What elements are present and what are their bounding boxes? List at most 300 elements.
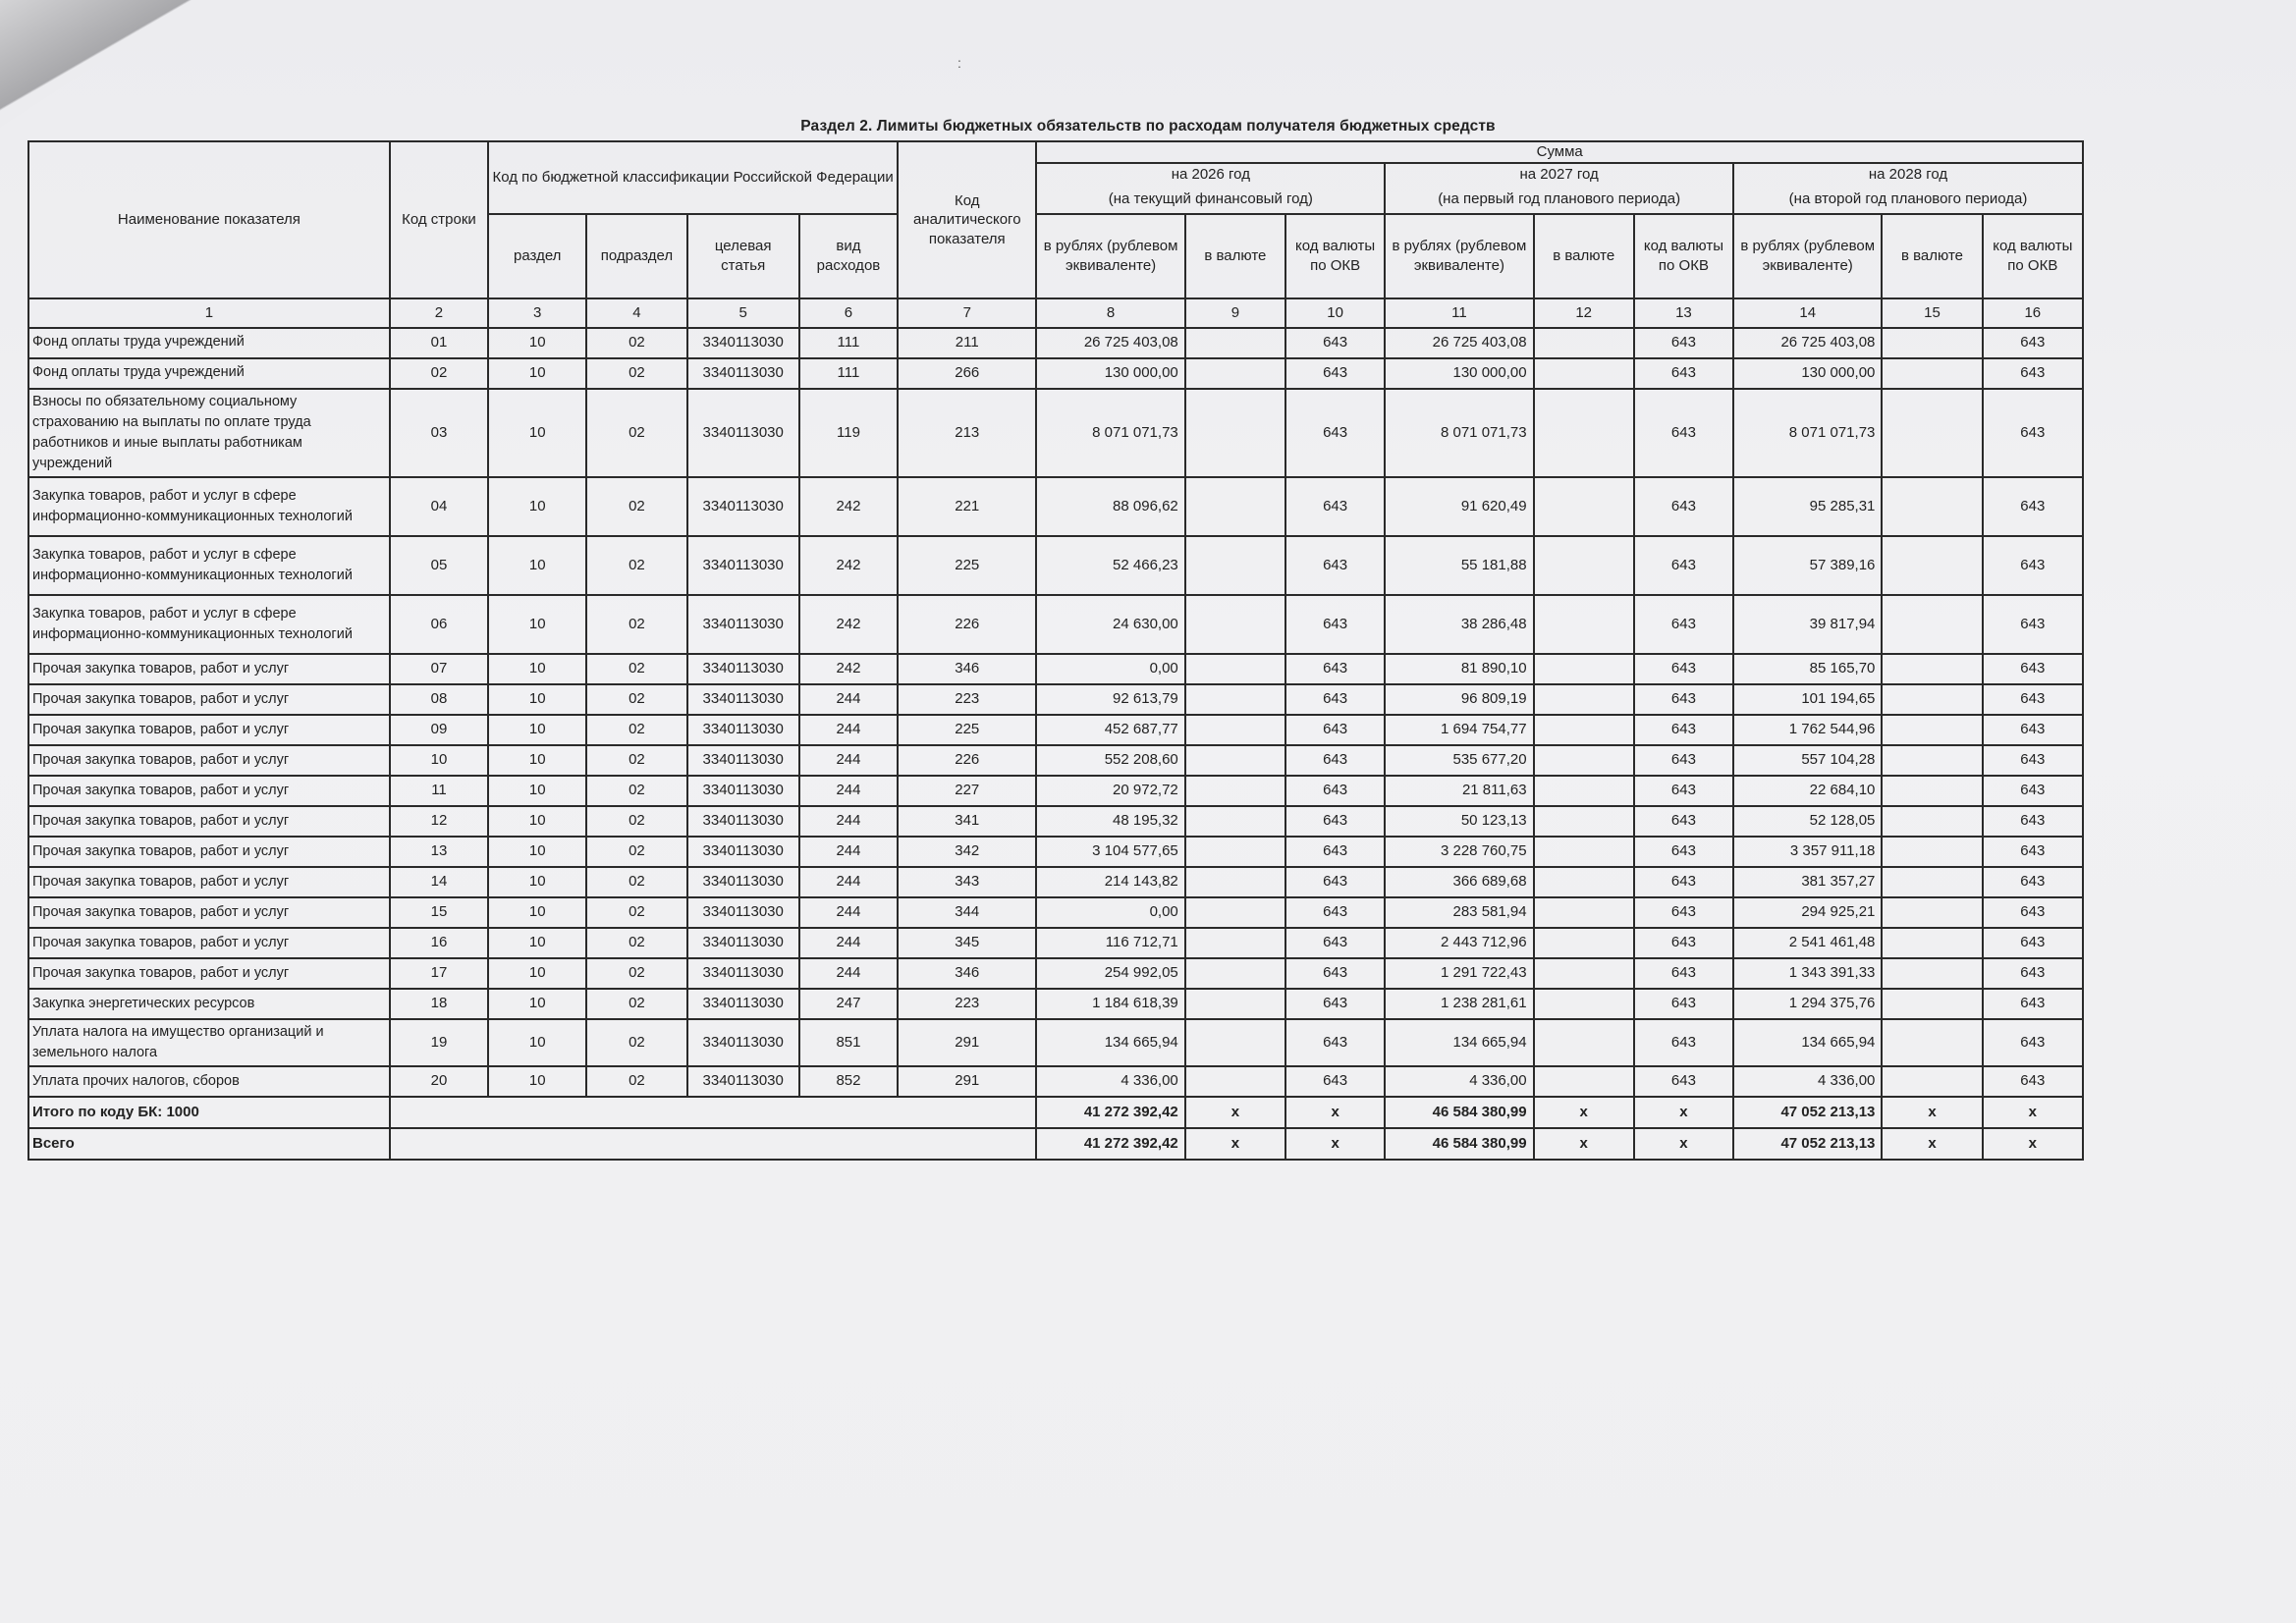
row-analytic-code: 343 — [898, 867, 1036, 897]
row-amount-2028: 294 925,21 — [1733, 897, 1882, 928]
budget-limits-table — [27, 140, 2084, 1161]
table-row — [28, 989, 2083, 1019]
row-analytic-code: 344 — [898, 897, 1036, 928]
row-target-article: 3340113030 — [687, 745, 799, 776]
row-amount-2026: 48 195,32 — [1036, 806, 1184, 837]
header-currency-2026: в валюте — [1185, 214, 1285, 298]
row-okv-2026: 643 — [1285, 928, 1385, 958]
row-name: Прочая закупка товаров, работ и услуг — [28, 684, 390, 715]
row-line-code: 07 — [390, 654, 488, 684]
column-number-cell: 10 — [1285, 298, 1385, 328]
row-analytic-code: 223 — [898, 684, 1036, 715]
row-currency-2027 — [1534, 328, 1634, 358]
row-amount-2028: 1 762 544,96 — [1733, 715, 1882, 745]
row-target-article: 3340113030 — [687, 867, 799, 897]
row-target-article: 3340113030 — [687, 477, 799, 536]
row-currency-2027 — [1534, 1066, 1634, 1097]
row-razdel: 10 — [488, 1019, 586, 1066]
row-razdel: 10 — [488, 389, 586, 477]
column-number-cell: 1 — [28, 298, 390, 328]
header-line-code: Код строки — [390, 141, 488, 298]
row-analytic-code: 226 — [898, 595, 1036, 654]
row-amount-2027: 81 890,10 — [1385, 654, 1533, 684]
column-number-cell: 15 — [1882, 298, 1982, 328]
header-okv-2026: код валюты по ОКВ — [1285, 214, 1385, 298]
row-amount-2026: 254 992,05 — [1036, 958, 1184, 989]
row-amount-2027: 50 123,13 — [1385, 806, 1533, 837]
row-amount-2027: 21 811,63 — [1385, 776, 1533, 806]
row-line-code: 05 — [390, 536, 488, 595]
row-currency-2028 — [1882, 654, 1982, 684]
row-name: Фонд оплаты труда учреждений — [28, 328, 390, 358]
header-razdel: раздел — [488, 214, 586, 298]
row-okv-2027: 643 — [1634, 867, 1733, 897]
row-analytic-code: 342 — [898, 837, 1036, 867]
row-currency-2026 — [1185, 477, 1285, 536]
header-podrazdel: подраздел — [586, 214, 686, 298]
row-amount-2026: 3 104 577,65 — [1036, 837, 1184, 867]
row-line-code: 06 — [390, 595, 488, 654]
row-line-code: 20 — [390, 1066, 488, 1097]
row-expense-type: 244 — [799, 867, 898, 897]
row-currency-2028 — [1882, 867, 1982, 897]
row-target-article: 3340113030 — [687, 684, 799, 715]
row-amount-2027: 91 620,49 — [1385, 477, 1533, 536]
row-currency-2028 — [1882, 1019, 1982, 1066]
row-currency-2026 — [1185, 989, 1285, 1019]
row-currency-2027 — [1534, 715, 1634, 745]
row-podrazdel: 02 — [586, 477, 686, 536]
row-amount-2027: 38 286,48 — [1385, 595, 1533, 654]
row-okv-2026: 643 — [1285, 806, 1385, 837]
row-currency-2026 — [1185, 928, 1285, 958]
row-podrazdel: 02 — [586, 745, 686, 776]
table-row — [28, 928, 2083, 958]
row-currency-2026 — [1185, 654, 1285, 684]
row-amount-2027: 1 291 722,43 — [1385, 958, 1533, 989]
row-line-code: 01 — [390, 328, 488, 358]
row-expense-type: 244 — [799, 776, 898, 806]
totals-row — [28, 1097, 2083, 1128]
row-currency-2028 — [1882, 897, 1982, 928]
row-expense-type: 244 — [799, 806, 898, 837]
table-row — [28, 358, 2083, 389]
row-amount-2026: 92 613,79 — [1036, 684, 1184, 715]
row-name: Уплата прочих налогов, сборов — [28, 1066, 390, 1097]
row-okv-2028: 643 — [1983, 837, 2083, 867]
row-amount-2027: 130 000,00 — [1385, 358, 1533, 389]
table-row — [28, 837, 2083, 867]
row-expense-type: 242 — [799, 477, 898, 536]
row-target-article: 3340113030 — [687, 654, 799, 684]
row-target-article: 3340113030 — [687, 989, 799, 1019]
totals-okv-2028: x — [1983, 1097, 2083, 1128]
row-expense-type: 244 — [799, 928, 898, 958]
row-podrazdel: 02 — [586, 715, 686, 745]
row-okv-2027: 643 — [1634, 745, 1733, 776]
row-okv-2026: 643 — [1285, 958, 1385, 989]
table-row — [28, 958, 2083, 989]
row-target-article: 3340113030 — [687, 715, 799, 745]
row-okv-2027: 643 — [1634, 328, 1733, 358]
row-razdel: 10 — [488, 595, 586, 654]
row-razdel: 10 — [488, 745, 586, 776]
row-amount-2026: 0,00 — [1036, 654, 1184, 684]
row-name: Прочая закупка товаров, работ и услуг — [28, 897, 390, 928]
row-name: Уплата налога на имущество организаций и земельного налога — [28, 1019, 390, 1066]
row-line-code: 08 — [390, 684, 488, 715]
row-razdel: 10 — [488, 897, 586, 928]
row-expense-type: 111 — [799, 328, 898, 358]
row-okv-2026: 643 — [1285, 536, 1385, 595]
column-number-cell: 12 — [1534, 298, 1634, 328]
row-currency-2026 — [1185, 837, 1285, 867]
row-amount-2028: 101 194,65 — [1733, 684, 1882, 715]
row-podrazdel: 02 — [586, 776, 686, 806]
row-podrazdel: 02 — [586, 958, 686, 989]
row-amount-2028: 2 541 461,48 — [1733, 928, 1882, 958]
totals-blank-cell — [390, 1128, 1037, 1160]
row-razdel: 10 — [488, 867, 586, 897]
totals-okv-2026: x — [1285, 1097, 1385, 1128]
row-okv-2027: 643 — [1634, 806, 1733, 837]
row-amount-2028: 381 357,27 — [1733, 867, 1882, 897]
row-razdel: 10 — [488, 477, 586, 536]
row-currency-2028 — [1882, 958, 1982, 989]
row-currency-2027 — [1534, 745, 1634, 776]
row-razdel: 10 — [488, 958, 586, 989]
row-amount-2028: 3 357 911,18 — [1733, 837, 1882, 867]
row-okv-2026: 643 — [1285, 389, 1385, 477]
row-okv-2028: 643 — [1983, 358, 2083, 389]
row-expense-type: 111 — [799, 358, 898, 389]
header-period-2027: (на первый год планового периода) — [1385, 186, 1733, 214]
row-amount-2026: 4 336,00 — [1036, 1066, 1184, 1097]
row-currency-2028 — [1882, 684, 1982, 715]
header-okv-2028: код валюты по ОКВ — [1983, 214, 2083, 298]
row-currency-2027 — [1534, 958, 1634, 989]
row-analytic-code: 345 — [898, 928, 1036, 958]
row-currency-2027 — [1534, 867, 1634, 897]
row-amount-2027: 535 677,20 — [1385, 745, 1533, 776]
row-line-code: 02 — [390, 358, 488, 389]
row-podrazdel: 02 — [586, 989, 686, 1019]
row-analytic-code: 346 — [898, 654, 1036, 684]
row-line-code: 11 — [390, 776, 488, 806]
row-okv-2028: 643 — [1983, 477, 2083, 536]
row-currency-2028 — [1882, 715, 1982, 745]
row-analytic-code: 225 — [898, 536, 1036, 595]
table-row — [28, 389, 2083, 477]
header-analytic: Код аналитического показателя — [898, 141, 1036, 298]
row-currency-2026 — [1185, 1019, 1285, 1066]
row-okv-2026: 643 — [1285, 745, 1385, 776]
row-podrazdel: 02 — [586, 897, 686, 928]
row-line-code: 16 — [390, 928, 488, 958]
row-target-article: 3340113030 — [687, 389, 799, 477]
row-okv-2028: 643 — [1983, 715, 2083, 745]
row-amount-2026: 552 208,60 — [1036, 745, 1184, 776]
row-razdel: 10 — [488, 989, 586, 1019]
row-line-code: 15 — [390, 897, 488, 928]
header-year-2027: на 2027 год — [1385, 163, 1733, 186]
row-currency-2026 — [1185, 389, 1285, 477]
row-amount-2026: 134 665,94 — [1036, 1019, 1184, 1066]
row-okv-2028: 643 — [1983, 684, 2083, 715]
row-amount-2027: 1 238 281,61 — [1385, 989, 1533, 1019]
row-analytic-code: 266 — [898, 358, 1036, 389]
row-currency-2027 — [1534, 536, 1634, 595]
row-amount-2028: 85 165,70 — [1733, 654, 1882, 684]
row-okv-2026: 643 — [1285, 654, 1385, 684]
row-amount-2026: 452 687,77 — [1036, 715, 1184, 745]
row-currency-2026 — [1185, 536, 1285, 595]
row-razdel: 10 — [488, 837, 586, 867]
table-row — [28, 776, 2083, 806]
row-currency-2028 — [1882, 595, 1982, 654]
row-line-code: 03 — [390, 389, 488, 477]
row-currency-2027 — [1534, 389, 1634, 477]
row-okv-2028: 643 — [1983, 1019, 2083, 1066]
table-row — [28, 595, 2083, 654]
row-expense-type: 244 — [799, 897, 898, 928]
row-podrazdel: 02 — [586, 1066, 686, 1097]
row-amount-2027: 26 725 403,08 — [1385, 328, 1533, 358]
row-okv-2028: 643 — [1983, 1066, 2083, 1097]
row-currency-2027 — [1534, 897, 1634, 928]
row-currency-2026 — [1185, 715, 1285, 745]
row-name: Прочая закупка товаров, работ и услуг — [28, 745, 390, 776]
row-currency-2026 — [1185, 328, 1285, 358]
row-okv-2026: 643 — [1285, 358, 1385, 389]
table-row — [28, 477, 2083, 536]
header-summa: Сумма — [1036, 141, 2083, 163]
row-razdel: 10 — [488, 776, 586, 806]
totals-blank-cell — [390, 1097, 1037, 1128]
row-analytic-code: 346 — [898, 958, 1036, 989]
row-expense-type: 244 — [799, 958, 898, 989]
row-target-article: 3340113030 — [687, 536, 799, 595]
header-okv-2027: код валюты по ОКВ — [1634, 214, 1733, 298]
row-razdel: 10 — [488, 928, 586, 958]
row-razdel: 10 — [488, 358, 586, 389]
row-analytic-code: 291 — [898, 1066, 1036, 1097]
table-row — [28, 1019, 2083, 1066]
row-name: Закупка энергетических ресурсов — [28, 989, 390, 1019]
row-okv-2026: 643 — [1285, 1019, 1385, 1066]
column-number-cell: 14 — [1733, 298, 1882, 328]
row-name: Фонд оплаты труда учреждений — [28, 358, 390, 389]
row-line-code: 17 — [390, 958, 488, 989]
row-expense-type: 247 — [799, 989, 898, 1019]
table-row — [28, 328, 2083, 358]
row-expense-type: 244 — [799, 837, 898, 867]
row-amount-2026: 88 096,62 — [1036, 477, 1184, 536]
row-okv-2027: 643 — [1634, 989, 1733, 1019]
row-okv-2026: 643 — [1285, 684, 1385, 715]
row-currency-2028 — [1882, 989, 1982, 1019]
row-amount-2027: 3 228 760,75 — [1385, 837, 1533, 867]
row-analytic-code: 341 — [898, 806, 1036, 837]
row-currency-2027 — [1534, 684, 1634, 715]
row-amount-2028: 52 128,05 — [1733, 806, 1882, 837]
column-numbers-row — [28, 298, 2083, 328]
row-expense-type: 242 — [799, 595, 898, 654]
row-okv-2028: 643 — [1983, 595, 2083, 654]
row-amount-2028: 39 817,94 — [1733, 595, 1882, 654]
row-amount-2028: 22 684,10 — [1733, 776, 1882, 806]
row-line-code: 04 — [390, 477, 488, 536]
header-period-2026: (на текущий финансовый год) — [1036, 186, 1385, 214]
row-analytic-code: 226 — [898, 745, 1036, 776]
row-name: Закупка товаров, работ и услуг в сфере информационно-коммуникационных технологий — [28, 595, 390, 654]
row-amount-2028: 134 665,94 — [1733, 1019, 1882, 1066]
row-expense-type: 242 — [799, 536, 898, 595]
column-number-cell: 5 — [687, 298, 799, 328]
row-okv-2027: 643 — [1634, 776, 1733, 806]
row-amount-2026: 214 143,82 — [1036, 867, 1184, 897]
row-podrazdel: 02 — [586, 595, 686, 654]
row-okv-2026: 643 — [1285, 328, 1385, 358]
row-target-article: 3340113030 — [687, 1066, 799, 1097]
column-number-cell: 16 — [1983, 298, 2083, 328]
row-podrazdel: 02 — [586, 806, 686, 837]
row-expense-type: 119 — [799, 389, 898, 477]
row-okv-2027: 643 — [1634, 1066, 1733, 1097]
row-okv-2028: 643 — [1983, 745, 2083, 776]
row-okv-2028: 643 — [1983, 897, 2083, 928]
totals-amount-2026: 41 272 392,42 — [1036, 1097, 1184, 1128]
row-okv-2027: 643 — [1634, 389, 1733, 477]
row-podrazdel: 02 — [586, 654, 686, 684]
row-name: Прочая закупка товаров, работ и услуг — [28, 654, 390, 684]
row-line-code: 10 — [390, 745, 488, 776]
row-currency-2026 — [1185, 806, 1285, 837]
totals-label: Всего — [28, 1128, 390, 1160]
header-name: Наименование показателя — [28, 141, 390, 298]
row-amount-2026: 116 712,71 — [1036, 928, 1184, 958]
row-expense-type: 244 — [799, 715, 898, 745]
row-amount-2027: 1 694 754,77 — [1385, 715, 1533, 745]
row-target-article: 3340113030 — [687, 595, 799, 654]
row-currency-2028 — [1882, 928, 1982, 958]
row-currency-2028 — [1882, 358, 1982, 389]
row-amount-2027: 134 665,94 — [1385, 1019, 1533, 1066]
table-row — [28, 745, 2083, 776]
row-okv-2026: 643 — [1285, 595, 1385, 654]
row-name: Закупка товаров, работ и услуг в сфере информационно-коммуникационных технологий — [28, 477, 390, 536]
column-number-cell: 8 — [1036, 298, 1184, 328]
row-amount-2026: 0,00 — [1036, 897, 1184, 928]
totals-currency-2028: x — [1882, 1097, 1982, 1128]
row-okv-2027: 643 — [1634, 358, 1733, 389]
row-podrazdel: 02 — [586, 536, 686, 595]
column-number-cell: 6 — [799, 298, 898, 328]
row-expense-type: 244 — [799, 684, 898, 715]
totals-currency-2027: x — [1534, 1097, 1634, 1128]
totals-amount-2026: 41 272 392,42 — [1036, 1128, 1184, 1160]
row-name: Закупка товаров, работ и услуг в сфере информационно-коммуникационных технологий — [28, 536, 390, 595]
row-okv-2028: 643 — [1983, 958, 2083, 989]
row-currency-2027 — [1534, 477, 1634, 536]
row-amount-2026: 52 466,23 — [1036, 536, 1184, 595]
row-amount-2028: 95 285,31 — [1733, 477, 1882, 536]
row-currency-2028 — [1882, 837, 1982, 867]
row-target-article: 3340113030 — [687, 328, 799, 358]
column-number-cell: 7 — [898, 298, 1036, 328]
row-podrazdel: 02 — [586, 1019, 686, 1066]
row-amount-2028: 8 071 071,73 — [1733, 389, 1882, 477]
row-target-article: 3340113030 — [687, 806, 799, 837]
row-amount-2027: 2 443 712,96 — [1385, 928, 1533, 958]
row-line-code: 19 — [390, 1019, 488, 1066]
row-currency-2027 — [1534, 358, 1634, 389]
row-target-article: 3340113030 — [687, 776, 799, 806]
row-amount-2028: 57 389,16 — [1733, 536, 1882, 595]
header-currency-2027: в валюте — [1534, 214, 1634, 298]
row-currency-2027 — [1534, 776, 1634, 806]
table-row — [28, 806, 2083, 837]
row-expense-type: 851 — [799, 1019, 898, 1066]
row-okv-2026: 643 — [1285, 897, 1385, 928]
header-period-2028: (на второй год планового периода) — [1733, 186, 2083, 214]
row-okv-2026: 643 — [1285, 867, 1385, 897]
row-analytic-code: 211 — [898, 328, 1036, 358]
row-target-article: 3340113030 — [687, 1019, 799, 1066]
row-okv-2028: 643 — [1983, 654, 2083, 684]
table-row — [28, 684, 2083, 715]
row-currency-2026 — [1185, 595, 1285, 654]
row-okv-2027: 643 — [1634, 928, 1733, 958]
row-currency-2028 — [1882, 806, 1982, 837]
row-okv-2027: 643 — [1634, 715, 1733, 745]
column-number-cell: 2 — [390, 298, 488, 328]
row-currency-2026 — [1185, 684, 1285, 715]
row-okv-2026: 643 — [1285, 776, 1385, 806]
row-target-article: 3340113030 — [687, 358, 799, 389]
row-currency-2027 — [1534, 837, 1634, 867]
row-razdel: 10 — [488, 1066, 586, 1097]
totals-okv-2026: x — [1285, 1128, 1385, 1160]
totals-currency-2028: x — [1882, 1128, 1982, 1160]
row-okv-2028: 643 — [1983, 328, 2083, 358]
row-name: Прочая закупка товаров, работ и услуг — [28, 928, 390, 958]
table-totals — [28, 1097, 2083, 1160]
row-name: Прочая закупка товаров, работ и услуг — [28, 958, 390, 989]
row-currency-2028 — [1882, 536, 1982, 595]
row-okv-2028: 643 — [1983, 776, 2083, 806]
totals-row — [28, 1128, 2083, 1160]
column-number-cell: 4 — [586, 298, 686, 328]
row-expense-type: 242 — [799, 654, 898, 684]
totals-currency-2026: x — [1185, 1128, 1285, 1160]
row-podrazdel: 02 — [586, 837, 686, 867]
row-expense-type: 852 — [799, 1066, 898, 1097]
row-currency-2028 — [1882, 389, 1982, 477]
row-expense-type: 244 — [799, 745, 898, 776]
row-analytic-code: 223 — [898, 989, 1036, 1019]
row-amount-2027: 283 581,94 — [1385, 897, 1533, 928]
row-razdel: 10 — [488, 328, 586, 358]
row-currency-2027 — [1534, 1019, 1634, 1066]
row-currency-2028 — [1882, 745, 1982, 776]
row-amount-2027: 4 336,00 — [1385, 1066, 1533, 1097]
row-target-article: 3340113030 — [687, 897, 799, 928]
totals-currency-2026: x — [1185, 1097, 1285, 1128]
row-amount-2026: 26 725 403,08 — [1036, 328, 1184, 358]
table-row — [28, 715, 2083, 745]
row-currency-2026 — [1185, 897, 1285, 928]
